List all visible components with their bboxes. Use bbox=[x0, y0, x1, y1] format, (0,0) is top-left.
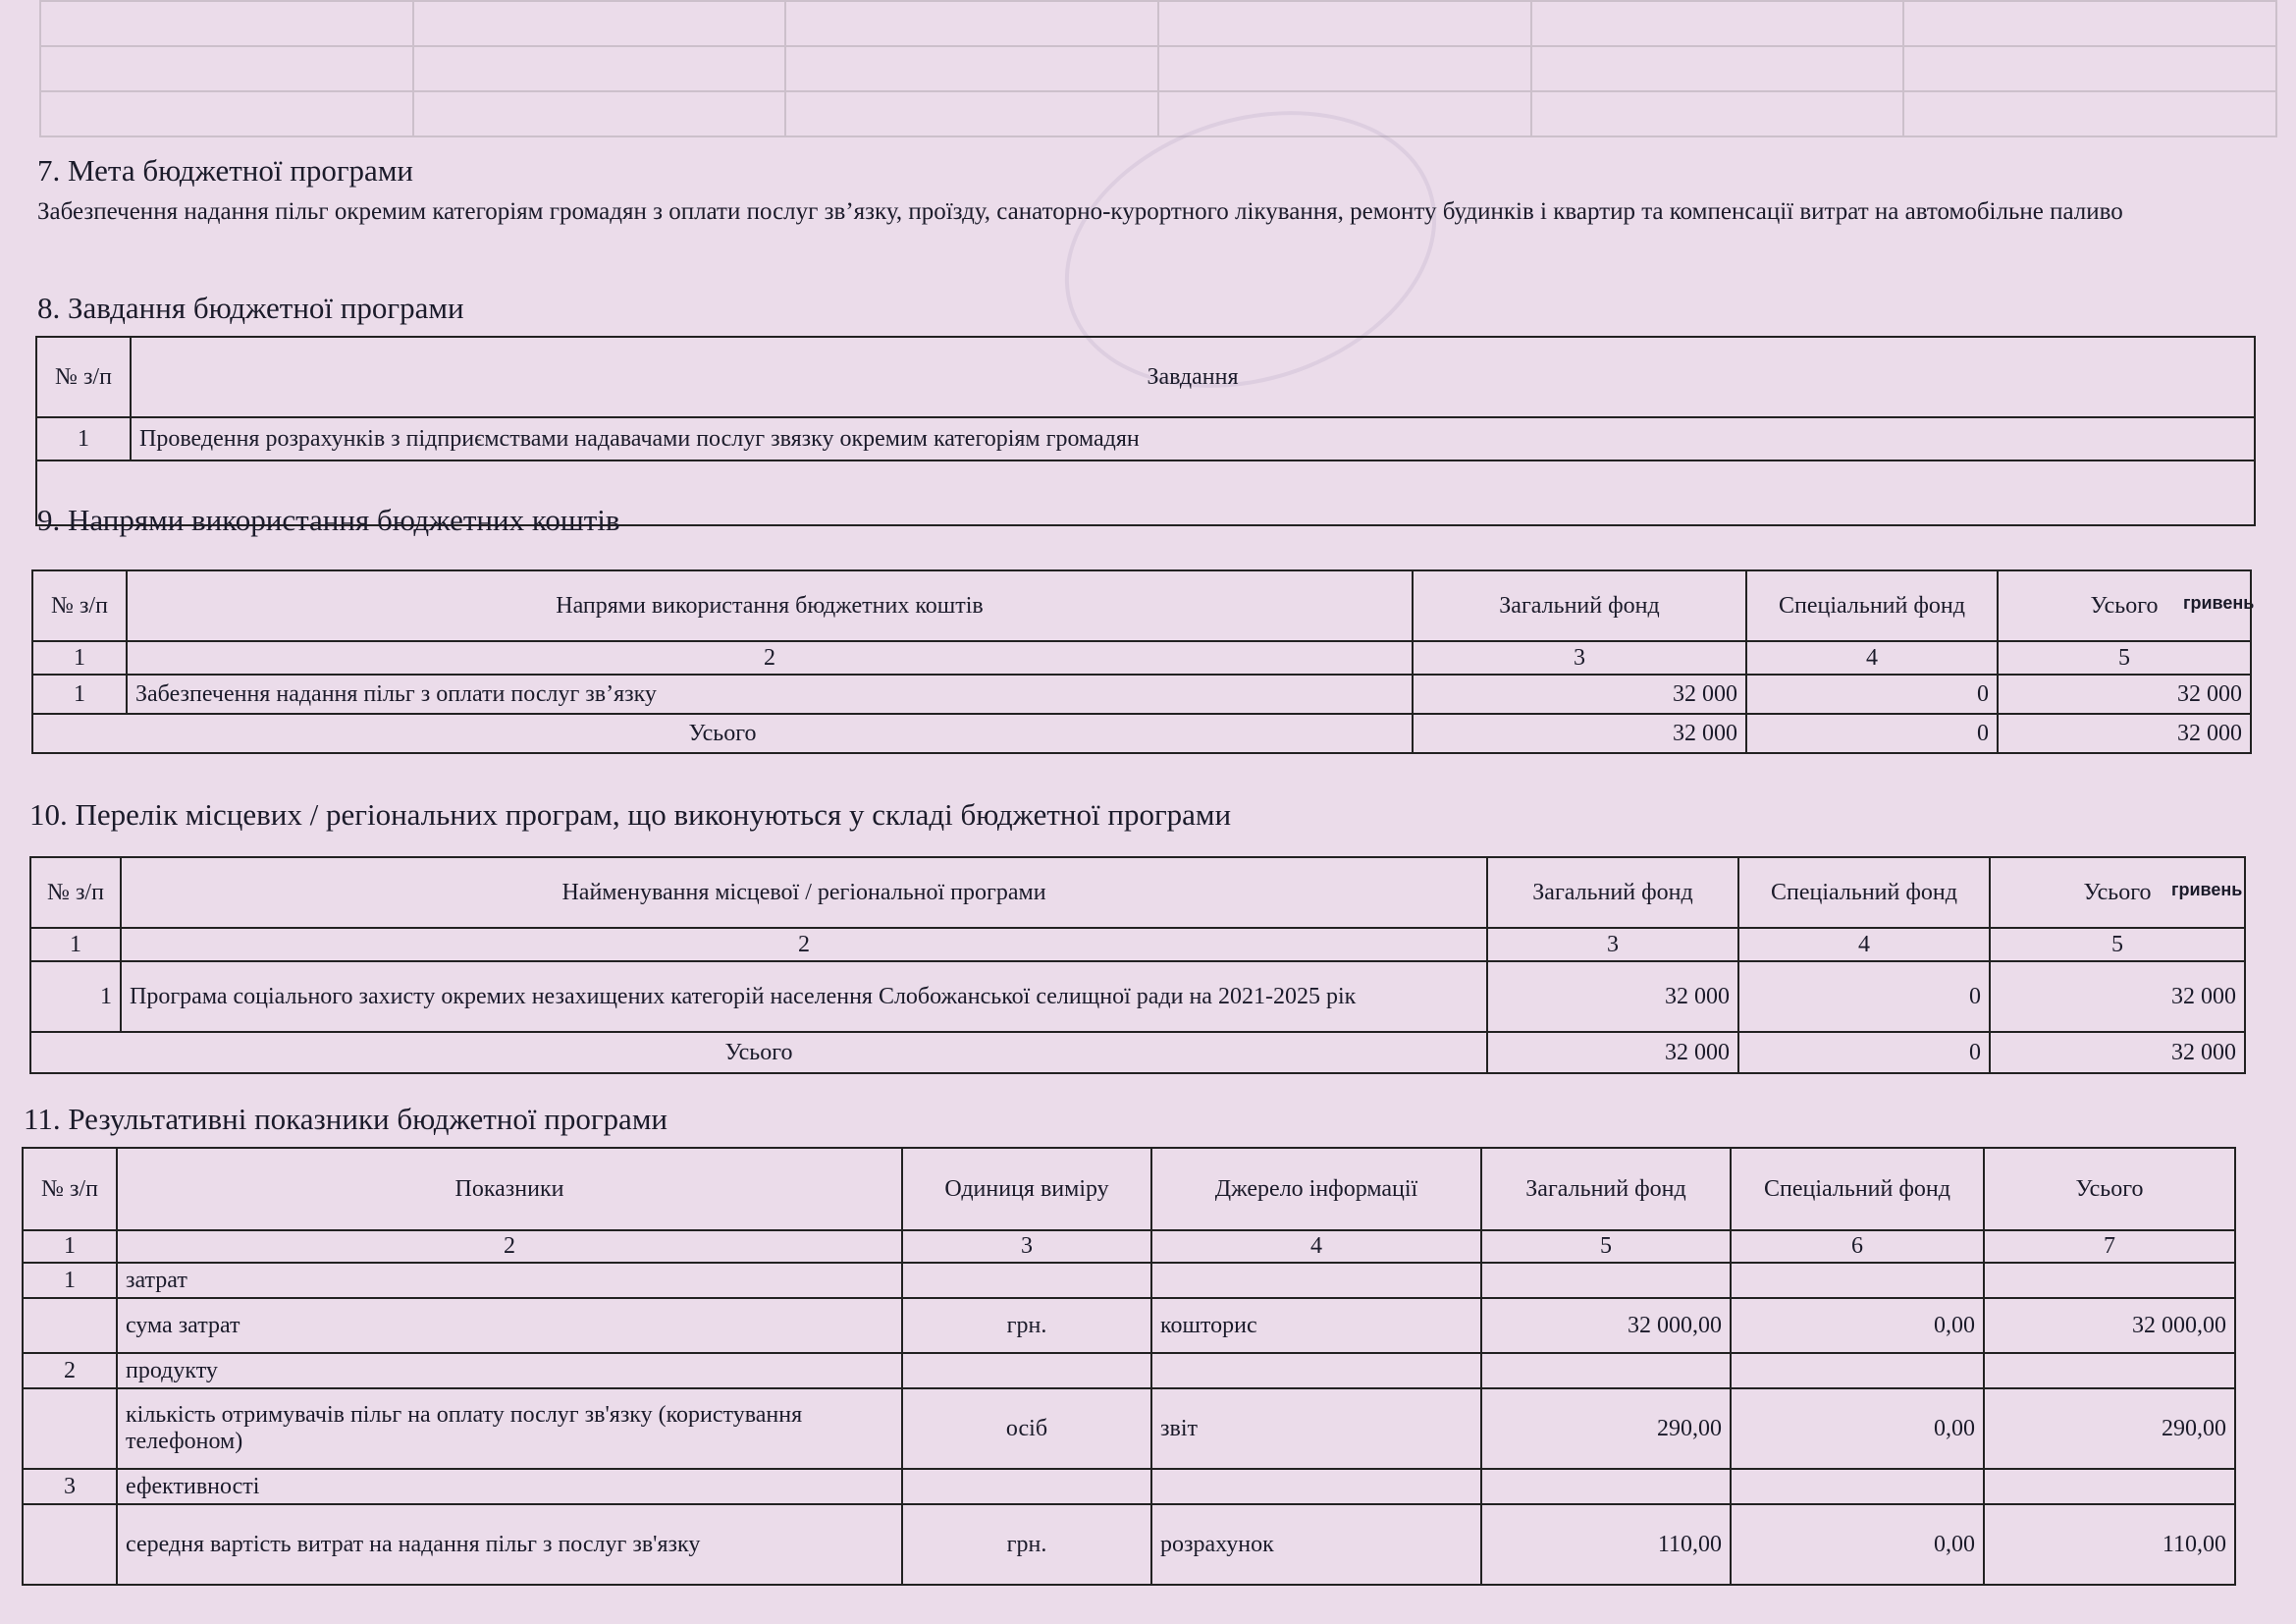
col-no-header: № з/п bbox=[23, 1148, 117, 1230]
section-7-heading: 7. Мета бюджетної програми bbox=[37, 153, 414, 188]
index-cell: 1 bbox=[23, 1230, 117, 1263]
indicator-unit: грн. bbox=[902, 1298, 1151, 1353]
row-special: 0 bbox=[1746, 675, 1998, 714]
performance-indicators-table bbox=[22, 1147, 2236, 1586]
col-indicators-header: Показники bbox=[117, 1148, 902, 1230]
index-cell: 1 bbox=[30, 928, 121, 961]
row-name: Забезпечення надання пільг з оплати послуг зв’язку bbox=[127, 675, 1413, 714]
table-row bbox=[23, 1298, 2235, 1353]
group-name: продукту bbox=[117, 1353, 902, 1388]
sum-general: 32 000 bbox=[1413, 714, 1746, 753]
section-10-unit: гривень bbox=[2171, 880, 2243, 899]
col-special-header: Спеціальний фонд bbox=[1731, 1148, 1984, 1230]
indicator-total: 110,00 bbox=[1984, 1504, 2235, 1585]
index-cell: 5 bbox=[1481, 1230, 1731, 1263]
index-cell: 3 bbox=[1487, 928, 1738, 961]
sum-row bbox=[30, 1032, 2245, 1073]
col-no-header: № з/п bbox=[36, 337, 131, 417]
sum-row bbox=[32, 714, 2251, 753]
indicator-source: кошторис bbox=[1151, 1298, 1481, 1353]
index-row bbox=[30, 928, 2245, 961]
col-unit-header: Одиниця виміру bbox=[902, 1148, 1151, 1230]
col-total-header: Усього bbox=[1984, 1148, 2235, 1230]
row-general: 32 000 bbox=[1413, 675, 1746, 714]
index-cell: 4 bbox=[1151, 1230, 1481, 1263]
col-name-header: Напрями використання бюджетних коштів bbox=[127, 570, 1413, 641]
col-no-header: № з/п bbox=[32, 570, 127, 641]
indicator-special: 0,00 bbox=[1731, 1504, 1984, 1585]
indicator-special: 0,00 bbox=[1731, 1388, 1984, 1469]
col-general-header: Загальний фонд bbox=[1481, 1148, 1731, 1230]
index-cell: 2 bbox=[127, 641, 1413, 675]
indicator-unit: осіб bbox=[902, 1388, 1151, 1469]
index-cell: 4 bbox=[1738, 928, 1990, 961]
col-special-header: Спеціальний фонд bbox=[1738, 857, 1990, 928]
tasks-table bbox=[35, 336, 2256, 526]
index-cell: 5 bbox=[1990, 928, 2245, 961]
sum-total: 32 000 bbox=[1998, 714, 2251, 753]
col-total-header: Усього bbox=[1998, 570, 2251, 641]
group-name: затрат bbox=[117, 1263, 902, 1298]
indicator-total: 32 000,00 bbox=[1984, 1298, 2235, 1353]
index-cell: 7 bbox=[1984, 1230, 2235, 1263]
col-general-header: Загальний фонд bbox=[1413, 570, 1746, 641]
indicator-unit: грн. bbox=[902, 1504, 1151, 1585]
col-task-header: Завдання bbox=[131, 337, 2255, 417]
index-row bbox=[23, 1230, 2235, 1263]
sum-special: 0 bbox=[1746, 714, 1998, 753]
index-cell: 2 bbox=[121, 928, 1487, 961]
group-row bbox=[23, 1469, 2235, 1504]
indicator-general: 110,00 bbox=[1481, 1504, 1731, 1585]
sum-total: 32 000 bbox=[1990, 1032, 2245, 1073]
col-name-header: Найменування місцевої / регіональної програми bbox=[121, 857, 1487, 928]
col-total-header: Усього bbox=[1990, 857, 2245, 928]
group-row bbox=[23, 1263, 2235, 1298]
row-name: Програма соціального захисту окремих незахищених категорій населення Слобожанської селищної ради на 2021-2025 рік bbox=[121, 961, 1487, 1032]
row-task: Проведення розрахунків з підприємствами надавачами послуг звязку окремим категоріям громадян bbox=[131, 417, 2255, 460]
indicator-general: 290,00 bbox=[1481, 1388, 1731, 1469]
index-cell: 3 bbox=[1413, 641, 1746, 675]
group-name: ефективності bbox=[117, 1469, 902, 1504]
indicator-total: 290,00 bbox=[1984, 1388, 2235, 1469]
row-special: 0 bbox=[1738, 961, 1990, 1032]
section-9-heading: 9. Напрями використання бюджетних коштів bbox=[37, 503, 620, 537]
table-row bbox=[30, 961, 2245, 1032]
section-8-heading: 8. Завдання бюджетної програми bbox=[37, 291, 464, 325]
col-source-header: Джерело інформації bbox=[1151, 1148, 1481, 1230]
index-cell: 2 bbox=[117, 1230, 902, 1263]
group-no: 3 bbox=[23, 1469, 117, 1504]
group-no: 1 bbox=[23, 1263, 117, 1298]
budget-directions-table bbox=[31, 569, 2255, 754]
indicator-general: 32 000,00 bbox=[1481, 1298, 1731, 1353]
row-no: 1 bbox=[32, 675, 127, 714]
index-row bbox=[32, 641, 2251, 675]
col-no-header: № з/п bbox=[30, 857, 121, 928]
bleed-through-table bbox=[39, 0, 2277, 133]
index-cell: 1 bbox=[32, 641, 127, 675]
group-row bbox=[23, 1353, 2235, 1388]
indicator-special: 0,00 bbox=[1731, 1298, 1984, 1353]
sum-label: Усього bbox=[30, 1032, 1487, 1073]
table-row bbox=[23, 1388, 2235, 1469]
row-total: 32 000 bbox=[1990, 961, 2245, 1032]
table-row bbox=[32, 675, 2251, 714]
row-general: 32 000 bbox=[1487, 961, 1738, 1032]
index-cell: 4 bbox=[1746, 641, 1998, 675]
sum-special: 0 bbox=[1738, 1032, 1990, 1073]
section-10-heading: 10. Перелік місцевих / регіональних програм, що виконуються у складі бюджетної програми bbox=[29, 797, 1232, 832]
indicator-source: звіт bbox=[1151, 1388, 1481, 1469]
section-11-heading: 11. Результативні показники бюджетної програми bbox=[24, 1102, 668, 1136]
index-cell: 5 bbox=[1998, 641, 2251, 675]
group-no: 2 bbox=[23, 1353, 117, 1388]
indicator-name: середня вартість витрат на надання пільг з послуг зв'язку bbox=[117, 1504, 902, 1585]
row-no: 1 bbox=[36, 417, 131, 460]
indicator-name: сума затрат bbox=[117, 1298, 902, 1353]
local-programs-table bbox=[29, 856, 2246, 1074]
sum-label: Усього bbox=[32, 714, 1413, 753]
indicator-source: розрахунок bbox=[1151, 1504, 1481, 1585]
section-9-unit: гривень bbox=[2183, 593, 2255, 613]
index-cell: 6 bbox=[1731, 1230, 1984, 1263]
col-special-header: Спеціальний фонд bbox=[1746, 570, 1998, 641]
row-total: 32 000 bbox=[1998, 675, 2251, 714]
col-general-header: Загальний фонд bbox=[1487, 857, 1738, 928]
table-row bbox=[23, 1504, 2235, 1585]
section-7-text: Забезпечення надання пільг окремим категоріям громадян з оплати послуг зв’язку, проїзду, санаторно-курортного лікування, ремонту будинків і квартир та компенсації витрат на автомобільне паливо bbox=[37, 198, 2123, 225]
indicator-name: кількість отримувачів пільг на оплату послуг зв'язку (користування телефоном) bbox=[117, 1388, 902, 1469]
sum-general: 32 000 bbox=[1487, 1032, 1738, 1073]
table-row bbox=[36, 417, 2255, 460]
index-cell: 3 bbox=[902, 1230, 1151, 1263]
row-no: 1 bbox=[30, 961, 121, 1032]
